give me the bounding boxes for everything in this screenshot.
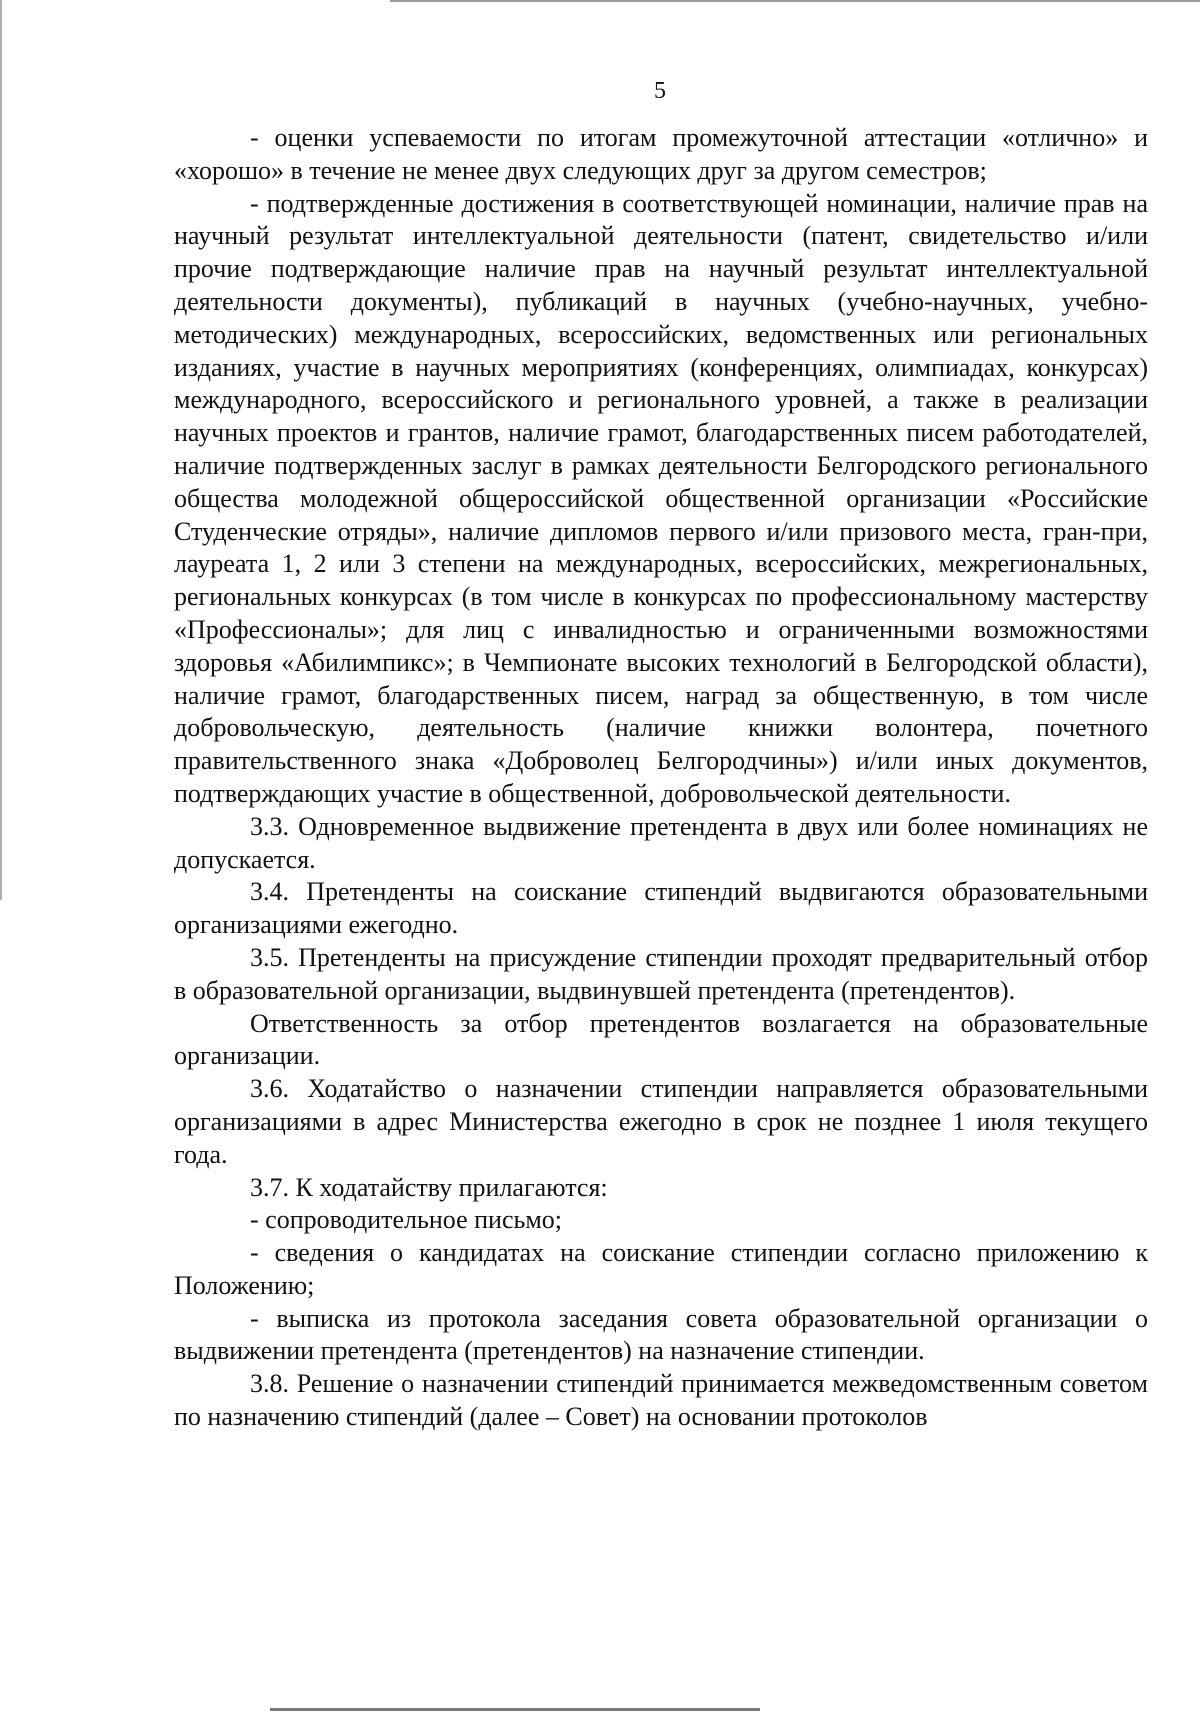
paragraph-3-3: 3.3. Одновременное выдвижение претендента в двух или более номинациях не допускается. (174, 811, 1148, 874)
paragraph-3-8: 3.8. Решение о назначении стипендий принимается межведомственным советом по назначению стипендий (далее – Совет) на основании протоколов (174, 1369, 1148, 1432)
paragraph-3-7: 3.7. К ходатайству прилагаются: (250, 1172, 608, 1202)
list-item-protocol-extract: - выписка из протокола заседания совета образовательной организации о выдвижении претендента (претендентов) на назначение стипендии. (174, 1303, 1148, 1366)
scan-border-top (390, 0, 1200, 2)
paragraph-3-4: 3.4. Претенденты на соискание стипендий выдвигаются образовательными организациями ежегодно. (174, 877, 1148, 940)
paragraph-achievements: - подтвержденные достижения в соответствующей номинации, наличие прав на научный результат интеллектуальной деятельности (патент, свидетельство и/или прочие подтверждающие наличие прав на научный результат интеллектуальной деятельности документы), публикаций в научных (учебно-научных, учебно-методических) международных, всероссийских, ведомственных или региональных изданиях, участие в научных мероприятиях (конференциях, олимпиадах, конкурсах) международного, всероссийского и регионального уровней, а также в реализации научных проектов и грантов, наличие грамот, благодарственных писем работодателей, наличие подтвержденных заслуг в рамках деятельности Белгородского регионального общества молодежной общероссийской общественной организации «Российские Студенческие отряды», наличие дипломов первого и/или призового места, гран-при, лауреата 1, 2 или 3 степени на международных, всероссийских, межрегиональных, региональных конкурсах (в том числе в конкурсах по профессиональному мастерству «Профессионалы»; для лиц с инвалидностью и ограниченными возможностями здоровья «Абилимпикс»; в Чемпионате высоких технологий в Белгородской области), наличие грамот, благодарственных писем, наград за общественную, в том числе добровольческую, деятельность (наличие книжки волонтера, почетного правительственного знака «Доброволец Белгородчины») и/или иных документов, подтверждающих участие в общественной, добровольческой деятельности. (174, 188, 1148, 808)
paragraph-grades: - оценки успеваемости по итогам промежуточной аттестации «отлично» и «хорошо» в течение не менее двух следующих друг за другом семестров; (174, 123, 1148, 185)
scan-border-bottom (270, 1708, 760, 1711)
scan-border-left (0, 0, 2, 900)
document-body (174, 122, 1148, 1434)
list-item-candidate-info: - сведения о кандидатах на соискание стипендии согласно приложению к Положению; (174, 1238, 1148, 1300)
list-item-cover-letter: - сопроводительное письмо; (250, 1205, 563, 1235)
page-number: 5 (654, 78, 666, 104)
paragraph-responsibility: Ответственность за отбор претендентов возлагается на образовательные организации. (174, 1008, 1148, 1071)
paragraph-3-5: 3.5. Претенденты на присуждение стипендии проходят предварительный отбор в образовательной организации, выдвинувшей претендента (претендентов). (174, 942, 1148, 1005)
paragraph-3-6: 3.6. Ходатайство о назначении стипендии направляется образовательными организациями в адрес Министерства ежегодно в срок не позднее 1 июля текущего года. (174, 1074, 1148, 1169)
